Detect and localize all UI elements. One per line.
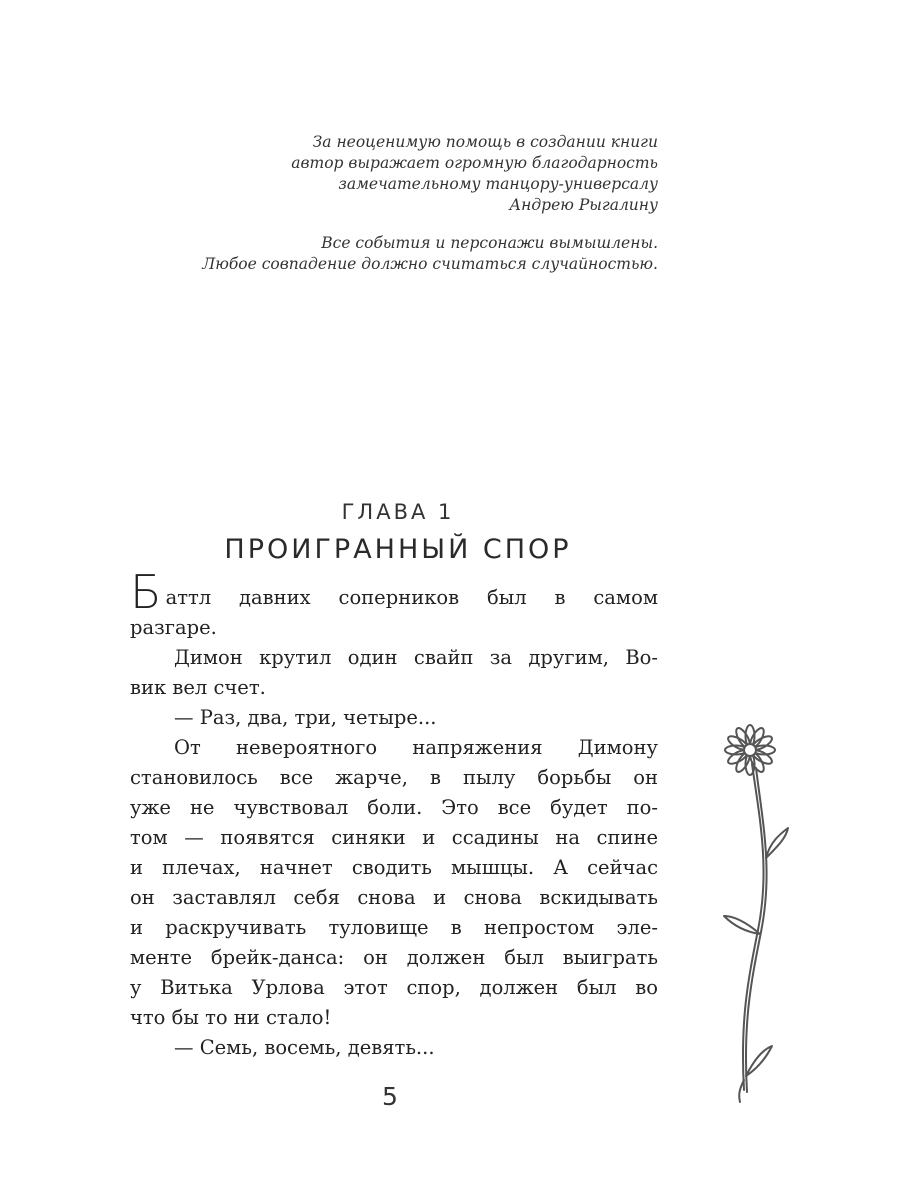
body-line: у Витька Урлова этот спор, должен был во xyxy=(130,976,658,999)
dedication-line: За неоценимую помощь в создании книги xyxy=(312,133,658,151)
dedication xyxy=(138,132,658,275)
body-line: — Раз, два, три, четыре... xyxy=(174,706,437,729)
dedication-line: Андрею Рыгалину xyxy=(509,196,658,214)
body-line: и плечах, начнет сводить мышцы. А сейчас xyxy=(130,856,658,879)
chapter-body xyxy=(130,565,658,1063)
chapter-title: ПРОИГРАННЫЙ СПОР xyxy=(224,534,572,565)
body-line: Димон крутил один свайп за другим, Во- xyxy=(174,646,658,669)
body-line: — Семь, восемь, девять... xyxy=(174,1036,435,1059)
body-line: что бы то ни стало! xyxy=(130,1006,332,1029)
body-line: От невероятного напряжения Димону xyxy=(174,736,658,759)
body-line: становилось все жарче, в пылу борьбы он xyxy=(130,766,658,789)
disclaimer-line: Все события и персонажи вымышлены. xyxy=(321,234,658,252)
body-line: он заставлял себя снова и снова вскидывать xyxy=(130,886,658,909)
daisy-flower-icon xyxy=(700,720,810,1120)
body-line xyxy=(130,565,658,619)
disclaimer-line: Любое совпадение должно считаться случайностью. xyxy=(202,255,658,273)
page-number: 5 xyxy=(382,1082,398,1111)
body-line: менте брейк-данса: он должен был выиграть xyxy=(130,946,658,969)
drop-cap: Б xyxy=(130,565,162,619)
dedication-line: автор выражает огромную благодарность xyxy=(291,154,658,172)
chapter-label: ГЛАВА 1 xyxy=(341,500,455,524)
body-line-text: аттл давних соперников был в самом xyxy=(165,586,658,609)
body-line: разгаре. xyxy=(130,616,217,639)
body-line: и раскручивать туловище в непростом эле- xyxy=(130,916,658,939)
dedication-line: замечательному танцору-универсалу xyxy=(338,175,658,193)
body-line: вик вел счет. xyxy=(130,676,266,699)
body-line: том — появятся синяки и ссадины на спине xyxy=(130,826,658,849)
body-line: уже не чувствовал боли. Это все будет по- xyxy=(130,796,658,819)
